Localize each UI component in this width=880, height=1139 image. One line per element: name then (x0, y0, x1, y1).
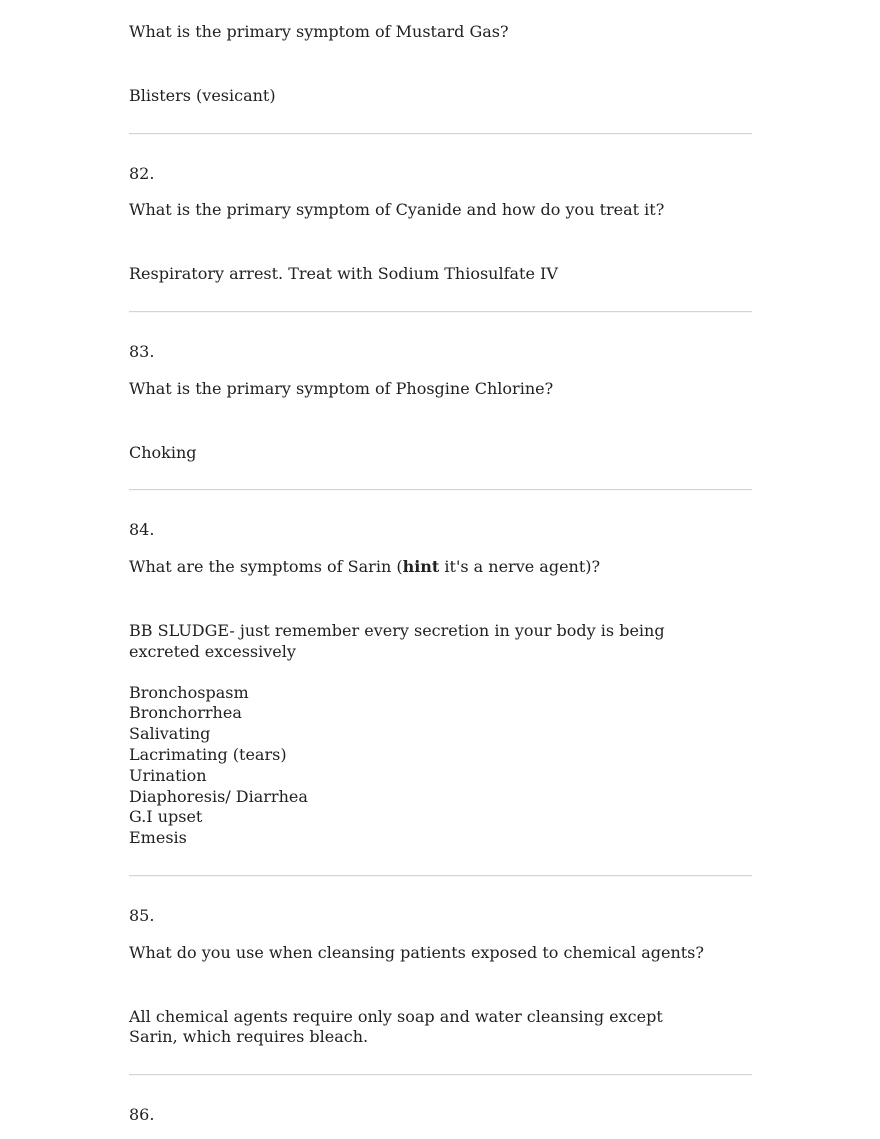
answer-line: Salivating (129, 724, 211, 744)
answer-line: Urination (129, 765, 207, 785)
card-number: 85. (129, 905, 155, 925)
answer-paragraph (129, 621, 752, 663)
answer-paragraph (129, 1007, 752, 1049)
answer-line: excreted excessively (129, 641, 296, 661)
card-number: 83. (129, 341, 155, 361)
card-question (129, 22, 752, 43)
card-answer (129, 621, 752, 849)
question-text: What is the primary symptom of Phosgine Chlorine? (129, 378, 554, 398)
answer-line: All chemical agents require only soap and water cleansing except (129, 1006, 663, 1026)
answer-paragraph (129, 443, 752, 464)
question-emphasis: hint (402, 557, 440, 577)
answer-line: Diaphoresis/ Diarrhea (129, 786, 308, 806)
answer-paragraph (129, 264, 752, 285)
flashcard (129, 1076, 752, 1126)
answer-line: BB SLUDGE- just remember every secretion in your body is being (129, 620, 665, 640)
question-text: What is the primary symptom of Cyanide and how do you treat it? (129, 200, 665, 220)
card-answer (129, 443, 752, 464)
card-answer (129, 86, 752, 107)
flashcard (129, 877, 752, 1048)
answer-line: Emesis (129, 828, 187, 848)
question-text: What do you use when cleansing patients exposed to chemical agents? (129, 942, 704, 962)
card-number: 82. (129, 163, 155, 183)
answer-line: Bronchospasm (129, 682, 249, 702)
card-question (129, 200, 752, 221)
card-number: 84. (129, 520, 155, 540)
flashcard (129, 313, 752, 463)
flashcard (129, 135, 752, 285)
flashcard (129, 491, 752, 849)
answer-line: Bronchorrhea (129, 703, 242, 723)
question-text: it's a nerve agent)? (439, 557, 601, 577)
card-question (129, 943, 752, 964)
answer-line: Blisters (vesicant) (129, 85, 276, 105)
answer-paragraph (129, 683, 752, 849)
card-answer (129, 264, 752, 285)
answer-line: Respiratory arrest. Treat with Sodium Thiosulfate IV (129, 264, 558, 284)
card-question (129, 379, 752, 400)
answer-line: Choking (129, 442, 197, 462)
card-number: 86. (129, 1105, 155, 1125)
card-answer (129, 1007, 752, 1049)
question-text: What are the symptoms of Sarin ( (129, 557, 403, 577)
answer-line: Sarin, which requires bleach. (129, 1027, 369, 1047)
answer-line: G.I upset (129, 807, 203, 827)
question-text: What is the primary symptom of Mustard Gas? (129, 22, 509, 41)
answer-paragraph (129, 86, 752, 107)
flashcard-list (129, 0, 752, 1126)
flashcard (129, 0, 752, 107)
answer-line: Lacrimating (tears) (129, 744, 287, 764)
card-question (129, 557, 752, 578)
